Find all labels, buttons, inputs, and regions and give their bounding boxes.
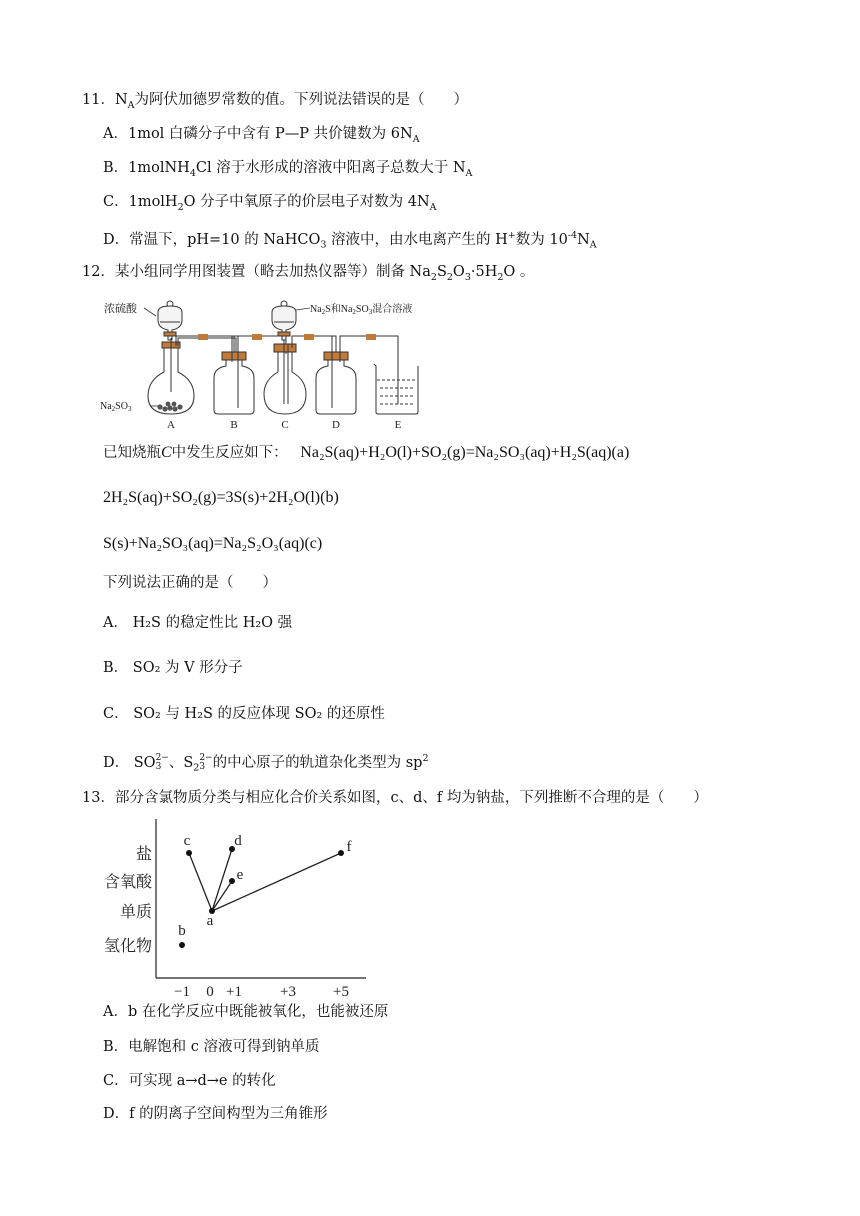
beaker-e bbox=[374, 364, 418, 414]
q11-option-b: B．1molNH$_4$Cl 溶于水形成的溶液中阳离子总数大于 $N_A$ bbox=[103, 160, 473, 179]
y-tick-label: 氢化物 bbox=[103, 938, 152, 955]
label-C: C bbox=[281, 419, 289, 431]
reaction-b: 2H₂S(aq)+SO₂(g)=3S(s)+2H₂O(l)(b) bbox=[103, 489, 339, 506]
chlorine-valence-chart bbox=[98, 815, 388, 1000]
y-tick-label: 单质 bbox=[119, 904, 152, 921]
link-a-d bbox=[212, 849, 232, 911]
point-label-e: e bbox=[236, 867, 244, 883]
point-f bbox=[338, 850, 344, 856]
point-c bbox=[186, 850, 192, 856]
q13-stem: 13．部分含氯物质分类与相应化合价关系如图，c、d、f 均为钠盐，下列推断不合理的是（ ） bbox=[82, 790, 708, 806]
x-tick-label: −1 bbox=[174, 984, 190, 1000]
y-tick-label: 含氧酸 bbox=[103, 874, 152, 891]
funnel-a bbox=[158, 301, 182, 340]
q12-option-a: A． H₂S 的稳定性比 H₂O 强 bbox=[103, 615, 293, 631]
label-na2so3: $Na_2SO_3$ bbox=[100, 401, 132, 413]
q12-option-d: D． SO 2− 3 、$S_2$ 2− 3 的中心原子的轨道杂化类型为 $sp^2$ bbox=[103, 752, 429, 774]
link-a-c bbox=[189, 853, 212, 911]
apparatus-diagram bbox=[98, 292, 448, 432]
q13-option-a: A．b 在化学反应中既能被氧化，也能被还原 bbox=[103, 1004, 389, 1020]
x-tick-label: 0 bbox=[206, 984, 214, 1000]
flask-c bbox=[264, 340, 306, 414]
q11-option-d: D．常温下，pH=10 的 NaHCO$_3$ 溶液中，由水电离产生的 H+数为 $10^{-4}N_A$ bbox=[103, 230, 597, 251]
label-D: D bbox=[332, 419, 340, 431]
x-tick-label: +5 bbox=[333, 984, 349, 1000]
label-mixed-solution: $Na_2S$和$Na_2SO_3$混合溶液 bbox=[310, 304, 413, 316]
point-label-c: c bbox=[183, 833, 191, 849]
reaction-a: Na₂S(aq)+H₂O(l)+SO₂(g)=Na₂SO₃(aq)+H₂S(aq)(a) bbox=[300, 444, 630, 461]
point-label-d: d bbox=[234, 833, 242, 849]
q13-option-d: D．f 的阴离子空间构型为三角锥形 bbox=[103, 1106, 328, 1122]
reaction-c: S(s)+Na₂SO₃(aq)=Na₂S₂O₃(aq)(c) bbox=[103, 535, 323, 552]
q11-stem: 11．$N_A$为阿伏加德罗常数的值。下列说法错误的是（ ） bbox=[82, 92, 469, 111]
q11-option-c: C．1molH$_2$O 分子中氧原子的价层电子对数为 $4N_A$ bbox=[103, 194, 437, 213]
funnel-c bbox=[272, 301, 296, 340]
flask-a bbox=[148, 338, 194, 414]
q12-option-b: B． SO₂ 为 V 形分子 bbox=[103, 660, 243, 676]
q12-intro: 已知烧瓶C中发生反应如下： Na₂S(aq)+H₂O(l)+SO₂(g)=Na₂SO₃(aq)+H₂S(aq)(a) bbox=[103, 444, 630, 461]
point-label-a: a bbox=[206, 913, 214, 929]
q13-option-b: B．电解饱和 c 溶液可得到钠单质 bbox=[103, 1039, 320, 1055]
q13-option-c: C．可实现 a→d→e 的转化 bbox=[103, 1073, 276, 1089]
q12-ask: 下列说法正确的是（ ） bbox=[103, 575, 277, 591]
point-e bbox=[229, 878, 235, 884]
y-tick-label: 盐 bbox=[135, 846, 152, 863]
x-tick-label: +1 bbox=[226, 984, 242, 1000]
x-tick-label: +3 bbox=[280, 984, 296, 1000]
label-B: B bbox=[230, 419, 238, 431]
point-b bbox=[179, 942, 185, 948]
point-label-f: f bbox=[346, 839, 352, 855]
label-A: A bbox=[167, 419, 175, 431]
q11-option-a: A．1mol 白磷分子中含有 P—P 共价键数为 $6N_A$ bbox=[103, 126, 420, 145]
q12-option-c: C． SO₂ 与 H₂S 的反应体现 SO₂ 的还原性 bbox=[103, 706, 385, 722]
q12-stem: 12．某小组同学用图装置（略去加热仪器等）制备 $Na_2S_2O_3\cdot 5H_2O$ 。 bbox=[82, 264, 535, 283]
label-conc-acid: 浓硫酸 bbox=[104, 303, 137, 315]
point-label-b: b bbox=[178, 923, 186, 939]
label-E: E bbox=[394, 419, 402, 431]
